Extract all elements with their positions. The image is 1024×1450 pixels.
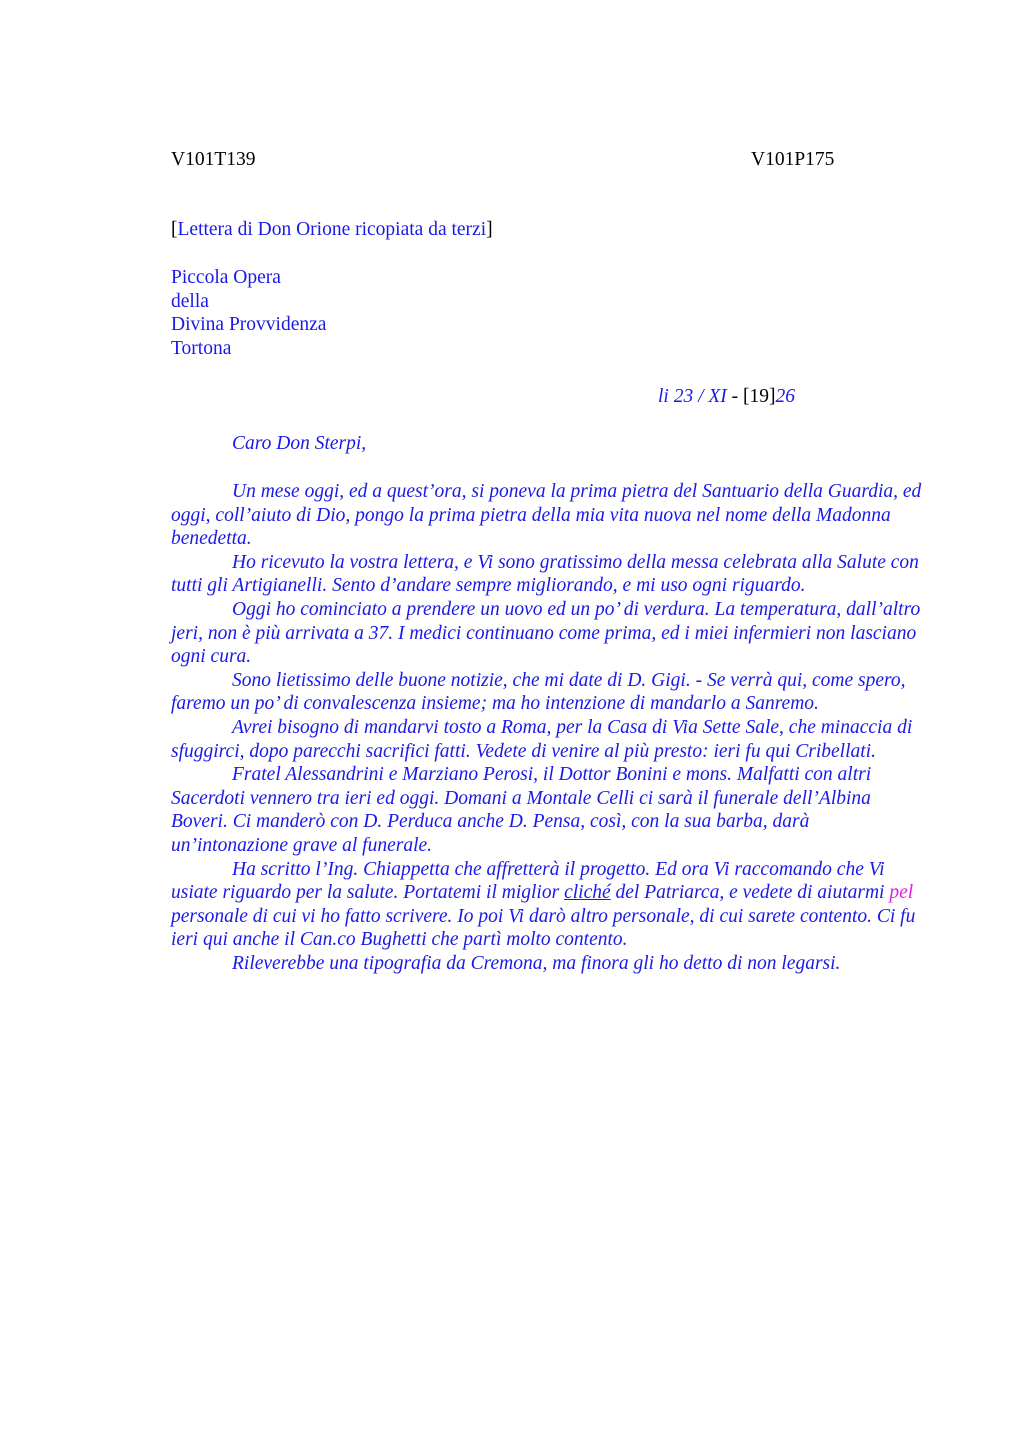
body-paragraph-7 xyxy=(171,858,931,952)
note-text: Lettera di Don Orione ricopiata da terzi xyxy=(177,219,487,240)
body-paragraph-3: Oggi ho cominciato a prendere un uovo ed un po’ di verdura. La temperatura, dall’altro jeri, non è più arrivata a 37. I medici continuano come prima, ed i miei infermieri non lasciano ogni cura. xyxy=(171,598,921,668)
date-year-suffix: 26 xyxy=(775,386,796,407)
body-paragraph-4: Sono lietissimo delle buone notizie, che mi date di D. Gigi. - Se verrà qui, come spero, faremo un po’ di convalescenza insieme; ma ho intenzione di mandarlo a Sanremo. xyxy=(171,669,906,715)
highlighted-word-pel: pel xyxy=(889,882,914,904)
salutation: Caro Don Sterpi, xyxy=(232,433,367,454)
date-separator: - xyxy=(726,386,744,407)
transcription-note xyxy=(171,218,493,242)
body-paragraph-6: Fratel Alessandrini e Marziano Perosi, il Dottor Bonini e mons. Malfatti con altri Sacerdoti vennero tra ieri ed oggi. Domani a Montale Celli ci sarà il funerale dell’Albina Boveri. Ci manderò con D. Perduca anche D. Pensa, così, con la sua barba, darà un’intonazione grave al funerale. xyxy=(171,764,872,856)
address-line-2: della xyxy=(171,291,209,312)
note-close-bracket: ] xyxy=(486,219,493,240)
letter-body xyxy=(171,480,931,975)
para7-part-c: del Patriarca, e vedete di aiutarmi xyxy=(610,882,890,904)
body-paragraph-5: Avrei bisogno di mandarvi tosto a Roma, per la Casa di Via Sette Sale, che minaccia di sfuggirci, dopo parecchi sacrifici fatti. Vedete di venire al più presto: ieri fu qui Cribellati. xyxy=(171,716,913,762)
body-paragraph-1: Un mese oggi, ed a quest’ora, si poneva la prima pietra del Santuario della Guardia, ed oggi, coll’aiuto di Dio, pongo la prima pietra della mia vita nuova nel nome della Madonna benedetta. xyxy=(171,481,922,550)
body-paragraph-2: Ho ricevuto la vostra lettera, e Vi sono gratissimo della messa celebrata alla Salute con tutti gli Artigianelli. Sento d’andare sempre migliorando, e mi uso ogni riguardo. xyxy=(171,551,919,597)
para7-part-a: Ha scritto l’Ing. Chiappetta che affretterà il progetto. Ed ora Vi raccomando che Vi usiate riguardo per la salute. Portatemi il miglior xyxy=(171,858,885,904)
header-left-code: V101T139 xyxy=(171,149,256,170)
header-right-code: V101P175 xyxy=(751,149,835,170)
body-paragraph-8: Rileverebbe una tipografia da Cremona, ma finora gli ho detto di non legarsi. xyxy=(232,952,841,974)
address-line-3: Divina Provvidenza xyxy=(171,314,327,335)
note-open-bracket: [ xyxy=(171,219,178,240)
address-line-4: Tortona xyxy=(171,338,232,359)
date-day-month: li 23 / XI xyxy=(658,386,727,407)
letter-date xyxy=(658,385,795,409)
address-line-1: Piccola Opera xyxy=(171,267,281,288)
date-year-prefix: [19] xyxy=(743,386,776,407)
para7-part-e: personale di cui vi ho fatto scrivere. Io poi Vi darò altro personale, di cui sarete contento. Ci fu ieri qui anche il Can.co Bughetti che partì molto contento. xyxy=(171,905,916,951)
underlined-word-cliche: cliché xyxy=(564,882,611,904)
